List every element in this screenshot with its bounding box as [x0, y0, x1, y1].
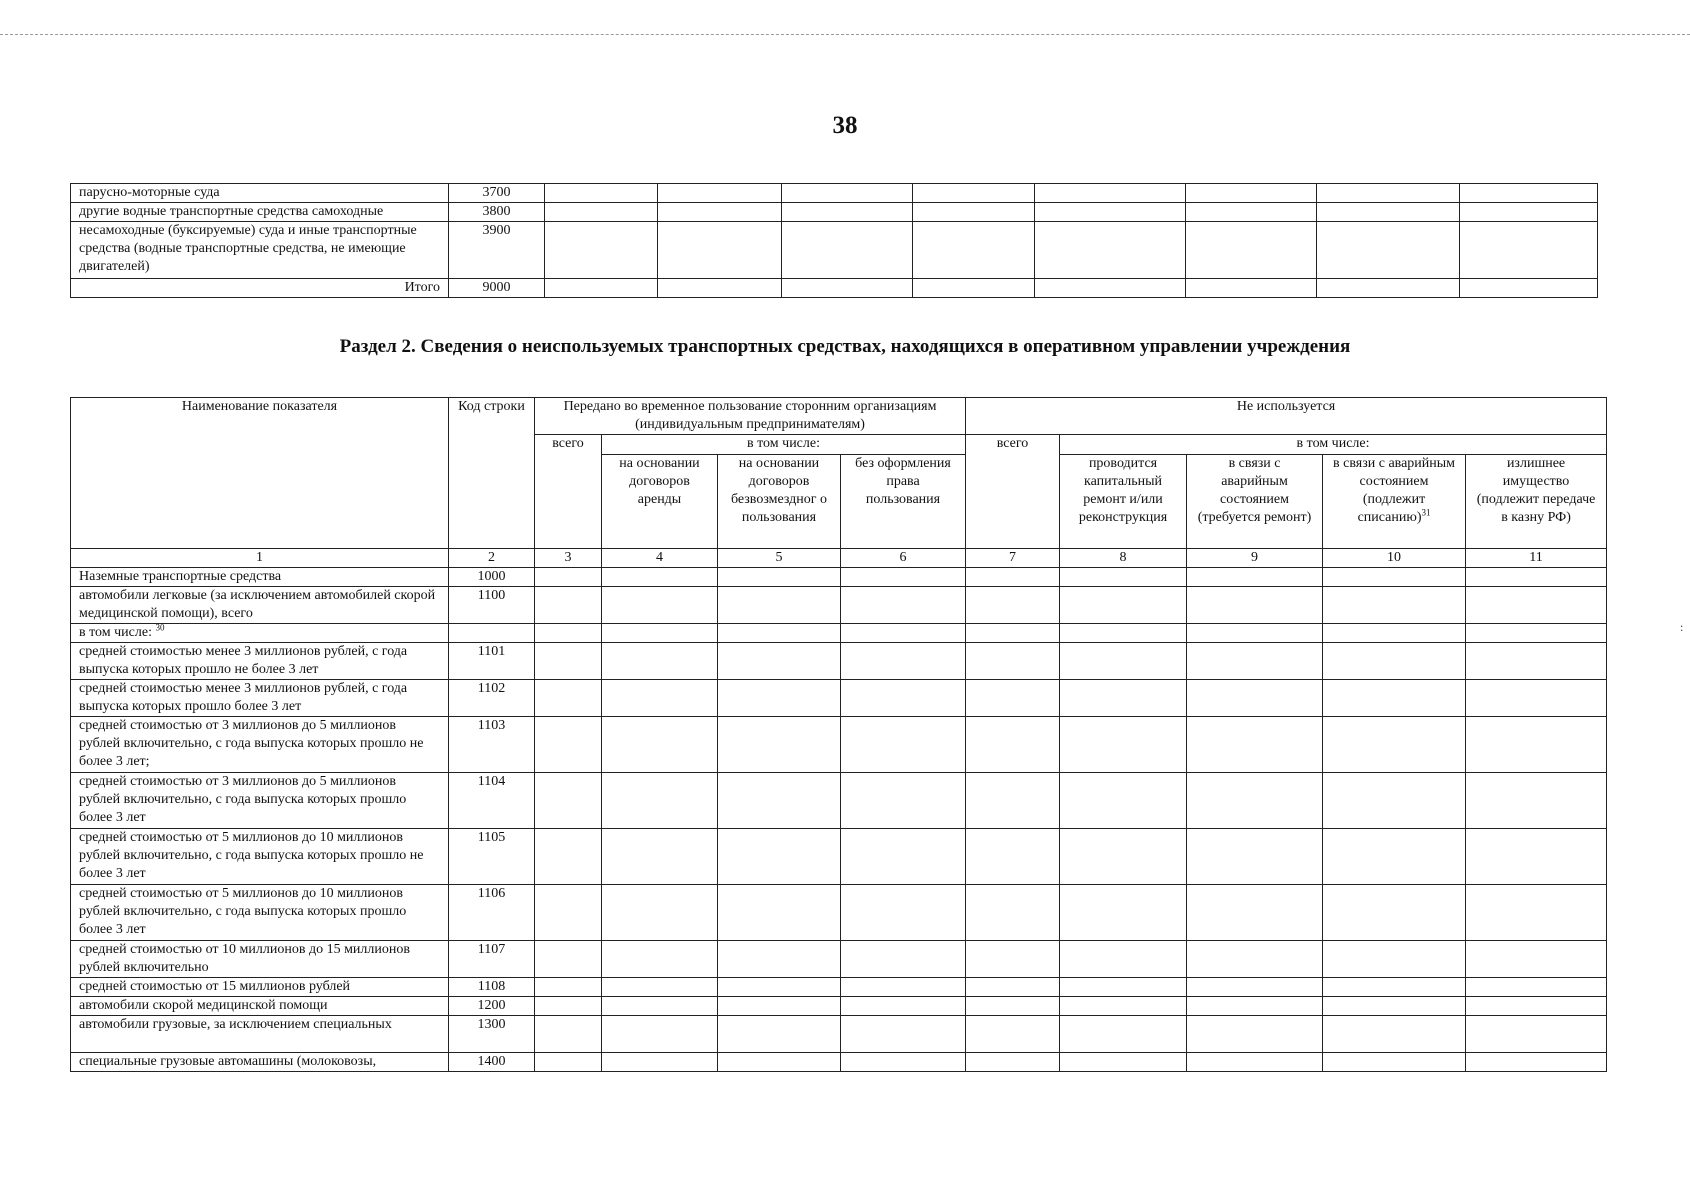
row-code: 1400 — [449, 1053, 535, 1072]
row-code: 3800 — [449, 203, 545, 222]
header-transferred-total: всего — [535, 435, 602, 549]
row-name: парусно-моторные суда — [71, 184, 449, 203]
row-name: средней стоимостью от 5 миллионов до 10 миллионов рублей включительно, с года выпуска которых прошло не более 3 лет — [71, 829, 449, 885]
row-code: 1102 — [449, 680, 535, 717]
row-code: 1105 — [449, 829, 535, 885]
table-row — [71, 184, 1598, 203]
row-code: 9000 — [449, 279, 545, 298]
header-not-used-total: всего — [966, 435, 1060, 549]
row-name: средней стоимостью от 3 миллионов до 5 миллионов рублей включительно, с года выпуска которых прошло не более 3 лет; — [71, 717, 449, 773]
row-name: средней стоимостью менее 3 миллионов рублей, с года выпуска которых прошло более 3 лет — [71, 680, 449, 717]
header-emergency-writeoff — [1323, 455, 1466, 549]
column-number: 11 — [1466, 549, 1607, 568]
row-code: 1103 — [449, 717, 535, 773]
row-name: средней стоимостью от 5 миллионов до 10 миллионов рублей включительно, с года выпуска которых прошло более 3 лет — [71, 885, 449, 941]
scan-edge-line — [0, 34, 1690, 35]
section1-table-continuation — [70, 183, 1598, 298]
header-free-use: на основании договоров безвозмездног о пользования — [718, 455, 841, 549]
row-code: 1108 — [449, 978, 535, 997]
row-code: 1200 — [449, 997, 535, 1016]
row-name: другие водные транспортные средства самоходные — [71, 203, 449, 222]
table-row — [71, 643, 1607, 680]
header-excess-property: излишнее имущество (подлежит передаче в казну РФ) — [1466, 455, 1607, 549]
row-name: специальные грузовые автомашины (молоковозы, — [71, 1053, 449, 1072]
scan-speck: : — [1680, 620, 1684, 634]
row-name: средней стоимостью от 10 миллионов до 15 миллионов рублей включительно — [71, 941, 449, 978]
row-code — [449, 624, 535, 643]
table-row — [71, 941, 1607, 978]
header-code: Код строки — [449, 398, 535, 549]
column-number: 2 — [449, 549, 535, 568]
row-code: 1300 — [449, 1016, 535, 1053]
footnote-30: 30 — [155, 623, 165, 633]
section2-table — [70, 397, 1607, 1072]
table-row — [71, 885, 1607, 941]
table-row — [71, 978, 1607, 997]
row-name: средней стоимостью от 15 миллионов рублей — [71, 978, 449, 997]
column-number: 1 — [71, 549, 449, 568]
row-code: 3700 — [449, 184, 545, 203]
header-name: Наименование показателя — [71, 398, 449, 549]
row-name: автомобили скорой медицинской помощи — [71, 997, 449, 1016]
row-name-text: в том числе: — [79, 625, 152, 640]
row-code: 1104 — [449, 773, 535, 829]
table-row — [71, 773, 1607, 829]
header-emergency-writeoff-label: в связи с аварийным состоянием (подлежит списанию) — [1333, 456, 1456, 525]
section-2-title: Раздел 2. Сведения о неиспользуемых транспортных средствах, находящихся в оперативном управлении учреждения — [339, 336, 1351, 357]
column-number: 8 — [1060, 549, 1187, 568]
table-row — [71, 680, 1607, 717]
row-name: средней стоимостью от 3 миллионов до 5 миллионов рублей включительно, с года выпуска которых прошло более 3 лет — [71, 773, 449, 829]
row-code: 3900 — [449, 222, 545, 279]
header-not-used: Не используется — [966, 398, 1607, 435]
header-emergency-repair: в связи с аварийным состоянием (требуется ремонт) — [1187, 455, 1323, 549]
total-label: Итого — [71, 279, 449, 298]
table-row — [71, 997, 1607, 1016]
column-number: 3 — [535, 549, 602, 568]
table-row — [71, 1016, 1607, 1053]
column-number: 9 — [1187, 549, 1323, 568]
row-name: автомобили легковые (за исключением автомобилей скорой медицинской помощи), всего — [71, 587, 449, 624]
column-number: 6 — [841, 549, 966, 568]
column-number: 10 — [1323, 549, 1466, 568]
row-code: 1106 — [449, 885, 535, 941]
header-lease: на основании договоров аренды — [602, 455, 718, 549]
column-number-row — [71, 549, 1607, 568]
header-no-right: без оформления права пользования — [841, 455, 966, 549]
header-row — [71, 398, 1607, 435]
column-number: 7 — [966, 549, 1060, 568]
table-row — [71, 587, 1607, 624]
column-number: 4 — [602, 549, 718, 568]
row-name: средней стоимостью менее 3 миллионов рублей, с года выпуска которых прошло не более 3 лет — [71, 643, 449, 680]
table-row-total — [71, 279, 1598, 298]
table-row — [71, 624, 1607, 643]
row-code: 1107 — [449, 941, 535, 978]
table-row — [71, 222, 1598, 279]
page-number: 38 — [832, 112, 858, 139]
row-name: Наземные транспортные средства — [71, 568, 449, 587]
table-row — [71, 717, 1607, 773]
table-row — [71, 829, 1607, 885]
header-capital-repair: проводится капитальный ремонт и/или реконструкция — [1060, 455, 1187, 549]
table-row — [71, 203, 1598, 222]
row-code: 1101 — [449, 643, 535, 680]
row-code: 1000 — [449, 568, 535, 587]
header-not-used-including: в том числе: — [1060, 435, 1607, 455]
row-name: автомобили грузовые, за исключением специальных — [71, 1016, 449, 1053]
table-row — [71, 568, 1607, 587]
row-name: несамоходные (буксируемые) суда и иные транспортные средства (водные транспортные средства, не имеющие двигателей) — [71, 222, 449, 279]
footnote-31: 31 — [1421, 507, 1431, 518]
header-transferred: Передано во временное пользование сторонним организациям (индивидуальным предпринимателям) — [535, 398, 966, 435]
row-code: 1100 — [449, 587, 535, 624]
header-transferred-including: в том числе: — [602, 435, 966, 455]
column-number: 5 — [718, 549, 841, 568]
table-row — [71, 1053, 1607, 1072]
row-name — [71, 624, 449, 643]
